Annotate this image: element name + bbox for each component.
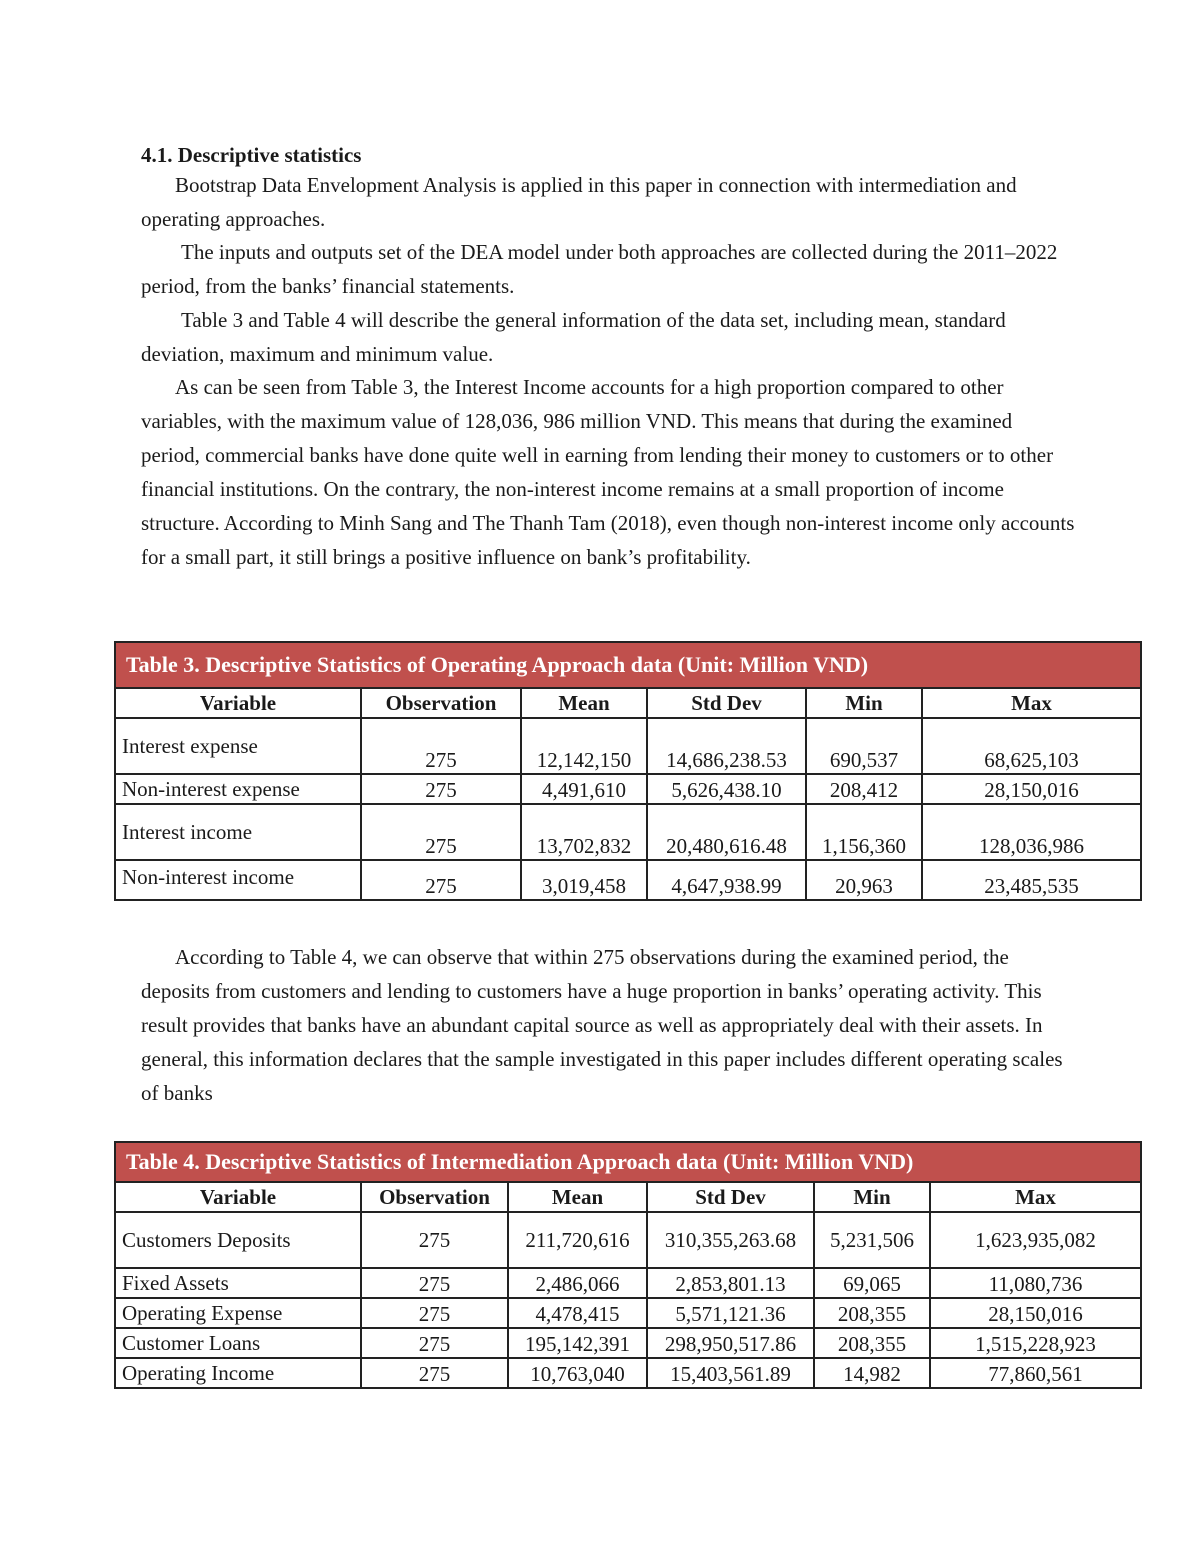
table-cell: 23,485,535 xyxy=(922,860,1141,900)
table-cell: 275 xyxy=(361,1212,508,1268)
table-cell: 69,065 xyxy=(814,1268,930,1298)
table-cell: 11,080,736 xyxy=(930,1268,1141,1298)
table-cell: 1,623,935,082 xyxy=(930,1212,1141,1268)
table-cell: 208,355 xyxy=(814,1298,930,1328)
table-cell: 28,150,016 xyxy=(922,774,1141,804)
table-cell: 275 xyxy=(361,1298,508,1328)
column-header: Min xyxy=(806,688,922,718)
table-cell: 128,036,986 xyxy=(922,804,1141,860)
column-header: Min xyxy=(814,1182,930,1212)
table-cell: 2,486,066 xyxy=(508,1268,647,1298)
table-row xyxy=(115,1268,1141,1298)
table-cell: 298,950,517.86 xyxy=(647,1328,814,1358)
table-row xyxy=(115,1298,1141,1328)
column-header: Max xyxy=(930,1182,1141,1212)
table-cell: 68,625,103 xyxy=(922,718,1141,774)
paragraph-4-text: As can be seen from Table 3, the Interest Income accounts for a high proportion compared to other variables, with the maximum value of 128,036, 986 million VND. This means that during the examined period, commercial banks have done quite well in earning from lending their money to customers or to other financial institutions. On the contrary, the non-interest income remains at a small proportion of income structure. According to Minh Sang and The Thanh Tam (2018), even though non-interest income only accounts for a small part, it still brings a positive influence on bank’s profitability. xyxy=(141,375,1075,569)
table-cell: 20,963 xyxy=(806,860,922,900)
paragraph-5 xyxy=(141,940,1076,1110)
paragraph-1 xyxy=(141,168,1076,236)
table-cell: 275 xyxy=(361,718,521,774)
table-cell: 5,571,121.36 xyxy=(647,1298,814,1328)
section-heading: 4.1. Descriptive statistics xyxy=(141,143,362,167)
table-cell: 275 xyxy=(361,1358,508,1388)
table-3 xyxy=(114,641,1142,901)
table-4-header-row xyxy=(115,1182,1141,1212)
table-cell: 4,478,415 xyxy=(508,1298,647,1328)
table-row xyxy=(115,1212,1141,1268)
paragraph-5-text: According to Table 4, we can observe that within 275 observations during the examined period, the deposits from customers and lending to customers have a huge proportion in banks’ operating activity. This result provides that banks have an abundant capital source as well as appropriately deal with their assets. In general, this information declares that the sample investigated in this paper includes different operating scales of banks xyxy=(141,945,1063,1105)
table-cell: 14,686,238.53 xyxy=(647,718,806,774)
table-cell: Fixed Assets xyxy=(115,1268,361,1298)
table-cell: 195,142,391 xyxy=(508,1328,647,1358)
table-cell: 4,491,610 xyxy=(521,774,647,804)
table-cell: Non-interest expense xyxy=(115,774,361,804)
table-cell: 310,355,263.68 xyxy=(647,1212,814,1268)
column-header: Mean xyxy=(521,688,647,718)
table-cell: 13,702,832 xyxy=(521,804,647,860)
table-row xyxy=(115,804,1141,860)
table-cell: 77,860,561 xyxy=(930,1358,1141,1388)
table-cell: 208,355 xyxy=(814,1328,930,1358)
table-cell: 275 xyxy=(361,1268,508,1298)
table-cell: 15,403,561.89 xyxy=(647,1358,814,1388)
table-row xyxy=(115,1328,1141,1358)
table-row xyxy=(115,774,1141,804)
table-row xyxy=(115,860,1141,900)
table-3-header-row xyxy=(115,688,1141,718)
table-4 xyxy=(114,1141,1142,1389)
table-cell: Operating Expense xyxy=(115,1298,361,1328)
table-cell: 2,853,801.13 xyxy=(647,1268,814,1298)
table-cell: 1,515,228,923 xyxy=(930,1328,1141,1358)
table-4-title: Table 4. Descriptive Statistics of Intermediation Approach data (Unit: Million VND) xyxy=(115,1142,1141,1182)
column-header: Max xyxy=(922,688,1141,718)
table-cell: 10,763,040 xyxy=(508,1358,647,1388)
column-header: Std Dev xyxy=(647,688,806,718)
paragraph-2-text: The inputs and outputs set of the DEA model under both approaches are collected during the 2011–2022 period, from the banks’ financial statements. xyxy=(141,240,1058,298)
table-cell: Operating Income xyxy=(115,1358,361,1388)
table-cell: 275 xyxy=(361,774,521,804)
table-cell: 3,019,458 xyxy=(521,860,647,900)
table-cell: 275 xyxy=(361,804,521,860)
table-cell: Interest income xyxy=(115,804,361,860)
table-cell: 208,412 xyxy=(806,774,922,804)
table-cell: 690,537 xyxy=(806,718,922,774)
table-cell: 12,142,150 xyxy=(521,718,647,774)
table-cell: 211,720,616 xyxy=(508,1212,647,1268)
table-cell: Customers Deposits xyxy=(115,1212,361,1268)
table-cell: 275 xyxy=(361,860,521,900)
table-cell: Customer Loans xyxy=(115,1328,361,1358)
table-cell: 5,626,438.10 xyxy=(647,774,806,804)
table-cell: 4,647,938.99 xyxy=(647,860,806,900)
table-cell: 1,156,360 xyxy=(806,804,922,860)
table-cell: Interest expense xyxy=(115,718,361,774)
column-header: Mean xyxy=(508,1182,647,1212)
table-cell: Non-interest income xyxy=(115,860,361,900)
paragraph-3 xyxy=(141,303,1076,371)
table-cell: 275 xyxy=(361,1328,508,1358)
table-row xyxy=(115,718,1141,774)
column-header: Std Dev xyxy=(647,1182,814,1212)
table-row xyxy=(115,1358,1141,1388)
column-header: Variable xyxy=(115,688,361,718)
paragraph-1-text: Bootstrap Data Envelopment Analysis is applied in this paper in connection with intermediation and operating approaches. xyxy=(141,173,1017,231)
paragraph-2 xyxy=(141,235,1076,303)
table-cell: 5,231,506 xyxy=(814,1212,930,1268)
paragraph-3-text: Table 3 and Table 4 will describe the general information of the data set, including mean, standard deviation, maximum and minimum value. xyxy=(141,308,1006,366)
table-cell: 20,480,616.48 xyxy=(647,804,806,860)
table-cell: 28,150,016 xyxy=(930,1298,1141,1328)
paragraph-4 xyxy=(141,370,1076,574)
table-3-title: Table 3. Descriptive Statistics of Operating Approach data (Unit: Million VND) xyxy=(115,642,1141,688)
column-header: Observation xyxy=(361,688,521,718)
table-cell: 14,982 xyxy=(814,1358,930,1388)
column-header: Observation xyxy=(361,1182,508,1212)
column-header: Variable xyxy=(115,1182,361,1212)
